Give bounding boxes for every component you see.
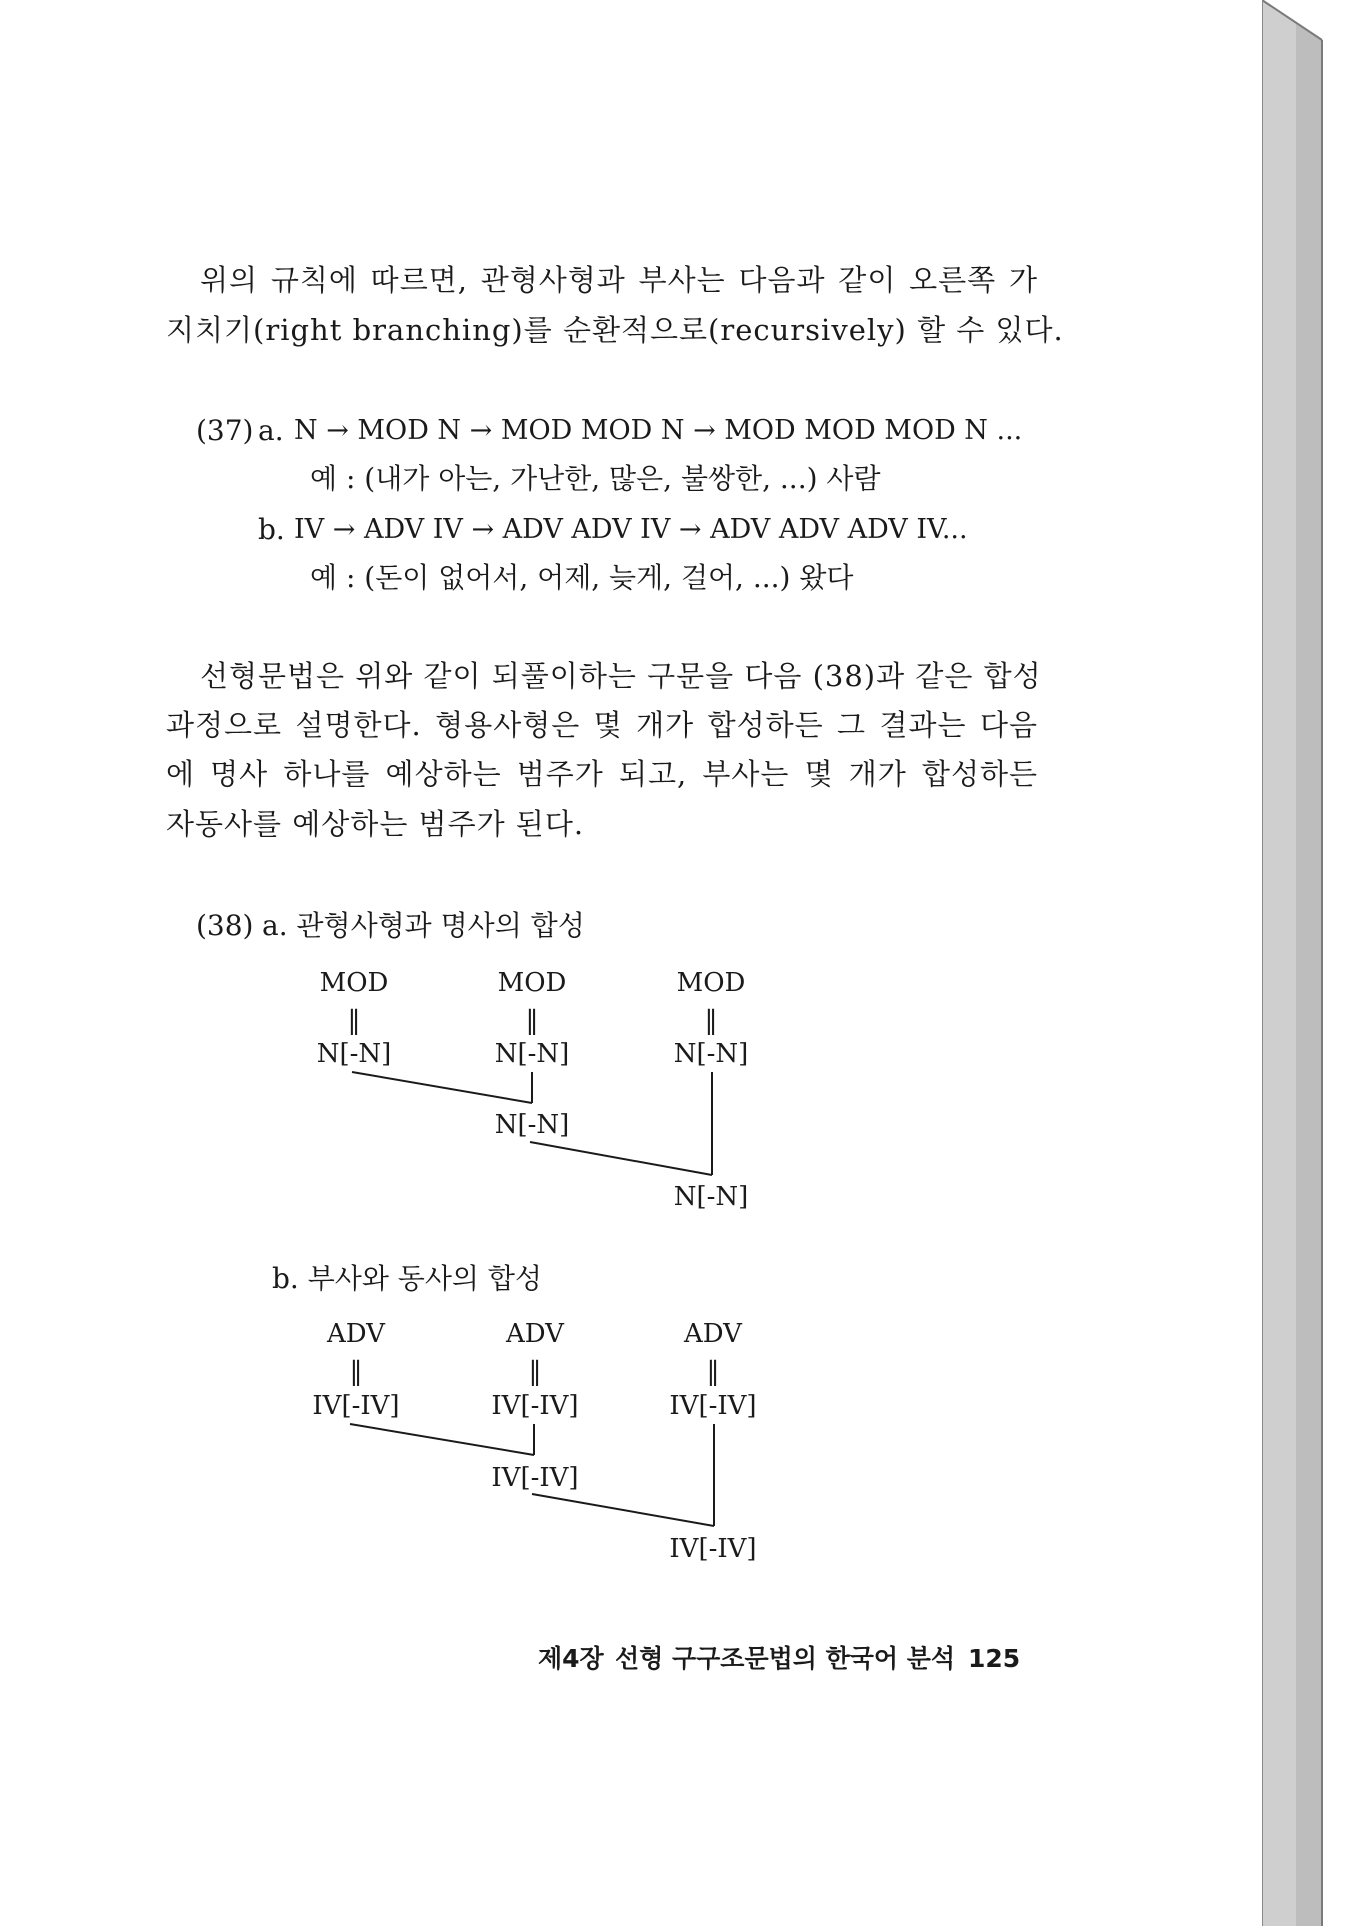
tree-b-top-label-3: ADV	[684, 1319, 742, 1349]
tree-b-root-label: IV[-IV]	[669, 1534, 757, 1564]
paragraph-2-line-1: 선형문법은 위와 같이 되풀이하는 구문을 다음 (38)과 같은 합성	[200, 659, 1042, 693]
paragraph-2-line-3: 에 명사 하나를 예상하는 범주가 되고, 부사는 몇 개가 합성하든	[166, 757, 1038, 791]
tree-a-double-bar-1: ‖	[347, 1006, 361, 1036]
tree-b-adverb-verb	[312, 1319, 756, 1564]
paragraph-1-line-2: 지치기(right branching)를 순환적으로(recursively) 할 수 있다.	[166, 313, 1064, 347]
example-38b-heading: b. 부사와 동사의 합성	[272, 1262, 542, 1295]
tree-b-double-bar-3: ‖	[706, 1357, 720, 1387]
tree-a-root-label: N[-N]	[673, 1182, 749, 1212]
tree-b-double-bar-1: ‖	[349, 1357, 363, 1387]
example-37b-label: b.	[258, 513, 285, 546]
tree-a-top-label-3: MOD	[676, 968, 746, 998]
example-38a-heading: a. 관형사형과 명사의 합성	[262, 909, 585, 942]
tree-a-leaf-label-3: N[-N]	[673, 1039, 749, 1069]
tree-a-leaf-label-2: N[-N]	[494, 1039, 570, 1069]
tree-b-branch-left	[350, 1424, 534, 1455]
example-37a-rule: N → MOD N → MOD MOD N → MOD MOD MOD N ...	[294, 415, 1023, 446]
paragraph-2-line-2: 과정으로 설명한다. 형용사형은 몇 개가 합성하든 그 결과는 다음	[166, 708, 1038, 742]
tree-b-double-bar-2: ‖	[528, 1357, 542, 1387]
paragraph-1-line-1: 위의 규칙에 따르면, 관형사형과 부사는 다음과 같이 오른쪽 가	[200, 263, 1038, 297]
tree-b-top-label-2: ADV	[506, 1319, 564, 1349]
footer-chapter: 제4장	[538, 1644, 604, 1673]
tree-b-top-label-1: ADV	[327, 1319, 385, 1349]
footer-page-number: 125	[968, 1644, 1021, 1673]
example-37b-example: 예 : (돈이 없어서, 어제, 늦게, 걸어, ...) 왔다	[310, 561, 854, 594]
tree-b-leaf-label-2: IV[-IV]	[491, 1391, 579, 1421]
tree-a-mid-label: N[-N]	[494, 1110, 570, 1140]
paragraph-2-line-4: 자동사를 예상하는 범주가 된다.	[166, 807, 585, 841]
page-stack-edge	[1262, 0, 1345, 1926]
tree-a-modifier-noun	[317, 968, 749, 1212]
example-37a-example: 예 : (내가 아는, 가난한, 많은, 불쌍한, ...) 사람	[310, 462, 881, 495]
tree-b-mid-label: IV[-IV]	[491, 1463, 579, 1493]
example-37b-rule: IV → ADV IV → ADV ADV IV → ADV ADV ADV IV...	[294, 514, 968, 545]
tree-a-double-bar-3: ‖	[704, 1006, 718, 1036]
tree-a-branch-left	[352, 1072, 532, 1103]
example-37-number: (37)	[196, 414, 254, 447]
example-37a-label: a.	[258, 414, 284, 447]
tree-a-top-label-2: MOD	[497, 968, 567, 998]
tree-a-double-bar-2: ‖	[525, 1006, 539, 1036]
tree-a-top-label-1: MOD	[319, 968, 389, 998]
tree-a-leaf-label-1: N[-N]	[316, 1039, 392, 1069]
tree-b-branch-mid-to-root	[532, 1494, 714, 1526]
tree-a-branch-mid-to-root	[530, 1142, 712, 1175]
tree-b-leaf-label-3: IV[-IV]	[669, 1391, 757, 1421]
example-38-number: (38)	[196, 909, 254, 942]
footer-title: 선형 구구조문법의 한국어 분석	[615, 1644, 956, 1673]
tree-b-leaf-label-1: IV[-IV]	[312, 1391, 400, 1421]
